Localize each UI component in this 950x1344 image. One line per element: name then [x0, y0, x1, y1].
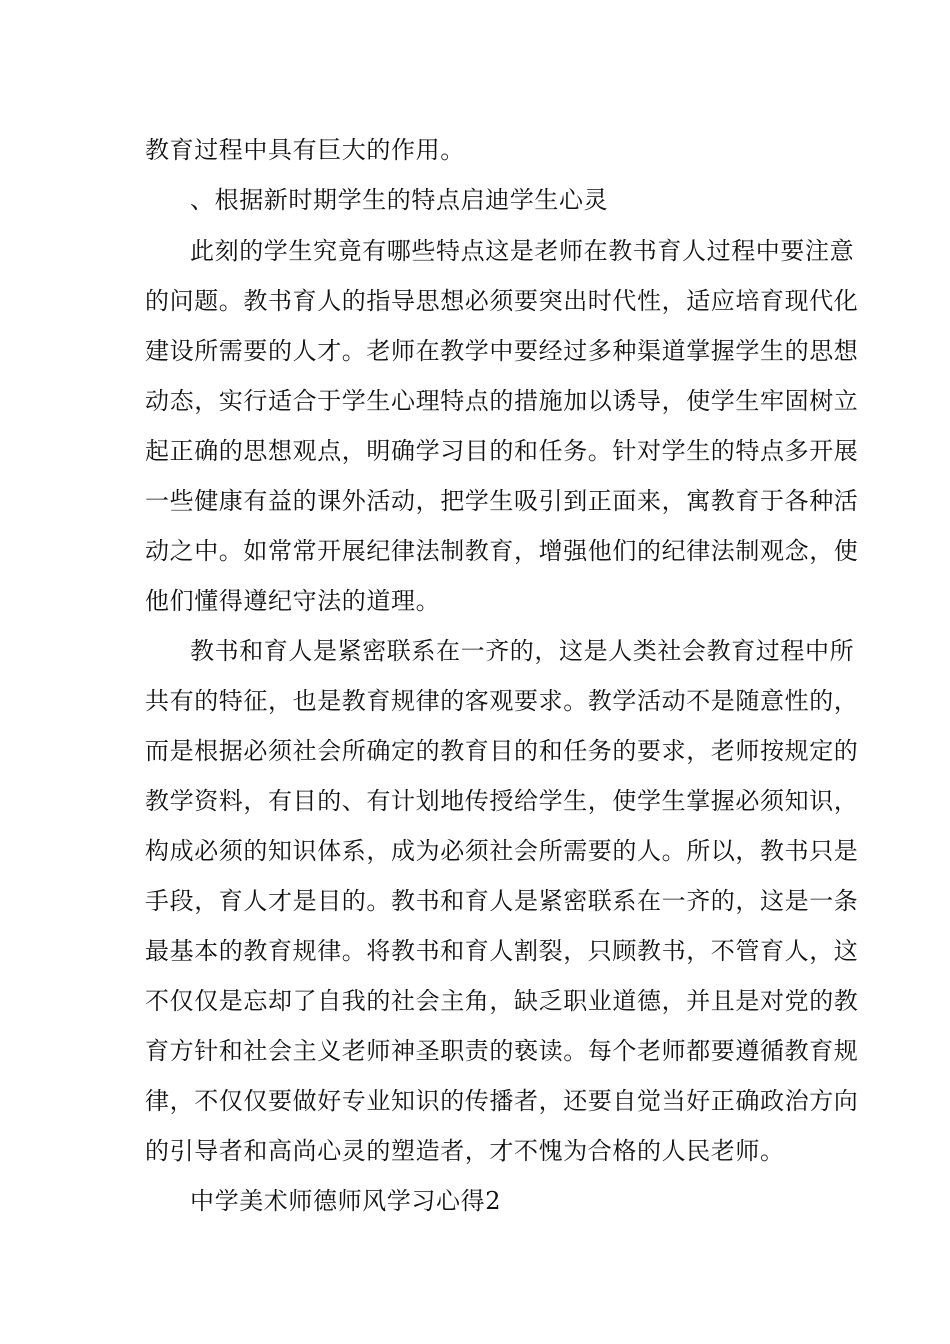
paragraph-line: 一些健康有益的课外活动，把学生吸引到正面来，寓教育于各种活 [145, 487, 859, 515]
paragraph-line: 而是根据必须社会所确定的教育目的和任务的要求，老师按规定的 [145, 737, 859, 765]
paragraph-line: 最基本的教育规律。将教书和育人割裂，只顾教书，不管育人，这 [145, 937, 859, 965]
paragraph-line: 动态，实行适合于学生心理特点的措施加以诱导，使学生牢固树立 [145, 387, 859, 415]
paragraph-line: 育方针和社会主义老师神圣职责的亵读。每个老师都要遵循教育规 [145, 1037, 859, 1065]
paragraph-line: 建设所需要的人才。老师在教学中要经过多种渠道掌握学生的思想 [145, 337, 859, 365]
paragraph-line: 起正确的思想观点，明确学习目的和任务。针对学生的特点多开展 [145, 437, 859, 465]
paragraph-line: 此刻的学生究竟有哪些特点这是老师在教书育人过程中要注意 [190, 237, 855, 265]
paragraph-line: 动之中。如常常开展纪律法制教育，增强他们的纪律法制观念，使 [145, 537, 859, 565]
paragraph-line: 构成必须的知识体系，成为必须社会所需要的人。所以，教书只是 [145, 837, 859, 865]
paragraph-line: 共有的特征，也是教育规律的客观要求。教学活动不是随意性的， [145, 687, 859, 715]
paragraph-line: 手段，育人才是目的。教书和育人是紧密联系在一齐的，这是一条 [145, 887, 859, 915]
paragraph-line: 不仅仅是忘却了自我的社会主角，缺乏职业道德，并且是对党的教 [145, 987, 859, 1015]
next-article-title: 中学美术师德师风学习心得2 [190, 1187, 502, 1215]
paragraph-line: 的问题。教书育人的指导思想必须要突出时代性，适应培育现代化 [145, 287, 859, 315]
text-line: 教育过程中具有巨大的作用。 [145, 136, 465, 164]
paragraph-line: 的引导者和高尚心灵的塑造者，才不愧为合格的人民老师。 [145, 1137, 785, 1165]
paragraph-line: 教书和育人是紧密联系在一齐的，这是人类社会教育过程中所 [190, 637, 855, 665]
paragraph-line: 教学资料，有目的、有计划地传授给学生，使学生掌握必须知识， [145, 787, 859, 815]
paragraph-line: 他们懂得遵纪守法的道理。 [145, 587, 441, 615]
section-heading: 、根据新时期学生的特点启迪学生心灵 [190, 186, 609, 214]
paragraph-line: 律，不仅仅要做好专业知识的传播者，还要自觉当好正确政治方向 [145, 1087, 859, 1115]
